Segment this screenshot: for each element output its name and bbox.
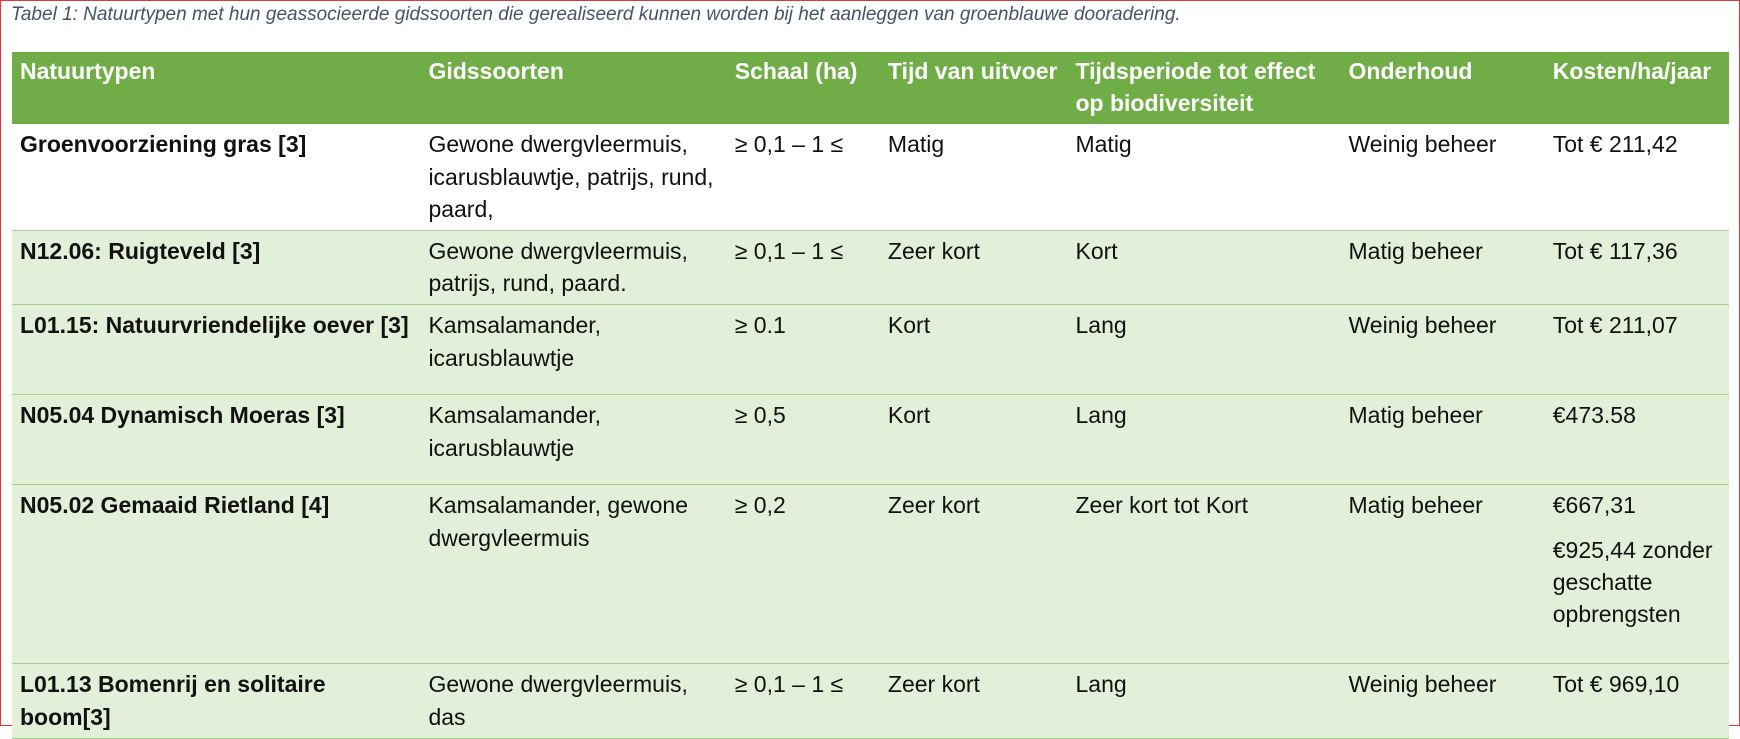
- cell-onderhoud: Weinig beheer: [1341, 305, 1545, 395]
- cell-tijd: Zeer kort: [880, 664, 1068, 738]
- cell-gidssoorten: Gewone dwergvleermuis, patrijs, rund, paard.: [420, 230, 726, 304]
- cell-kosten: €473.58: [1545, 395, 1729, 485]
- cell-kosten: Tot € 211,07: [1545, 305, 1729, 395]
- table-row: [12, 664, 1729, 738]
- cell-schaal: ≥ 0,1 – 1 ≤: [727, 230, 880, 304]
- cell-gidssoorten: Gewone dwergvleermuis, das: [420, 664, 726, 738]
- table-header-row: [12, 52, 1729, 124]
- cell-tijd: Kort: [880, 305, 1068, 395]
- cell-natuurtype: N05.04 Dynamisch Moeras [3]: [12, 395, 420, 485]
- header-gidssoorten: Gidssoorten: [420, 52, 726, 124]
- table-row: [12, 305, 1729, 395]
- cell-periode: Lang: [1067, 664, 1340, 738]
- table-row: [12, 230, 1729, 304]
- cell-schaal: ≥ 0,1 – 1 ≤: [727, 664, 880, 738]
- cell-schaal: ≥ 0,5: [727, 395, 880, 485]
- header-tijd-van-uitvoer: Tijd van uitvoer: [880, 52, 1068, 124]
- cell-onderhoud: Matig beheer: [1341, 485, 1545, 664]
- cell-natuurtype: N12.06: Ruigteveld [3]: [12, 230, 420, 304]
- cell-periode: Kort: [1067, 230, 1340, 304]
- table-row: [12, 124, 1729, 230]
- cell-kosten-extra: €925,44 zonder geschatte opbrengsten: [1552, 536, 1713, 627]
- cell-kosten: Tot € 969,10: [1545, 664, 1729, 738]
- cell-natuurtype: N05.02 Gemaaid Rietland [4]: [12, 485, 420, 664]
- cell-periode: Matig: [1067, 124, 1340, 230]
- cell-tijd: Zeer kort: [880, 485, 1068, 664]
- cell-tijd: Kort: [880, 395, 1068, 485]
- header-schaal: Schaal (ha): [727, 52, 880, 124]
- cell-natuurtype: Groenvoorziening gras [3]: [12, 124, 420, 230]
- cell-kosten: Tot € 211,42: [1545, 124, 1729, 230]
- cell-onderhoud: Weinig beheer: [1341, 664, 1545, 738]
- table-row: [12, 395, 1729, 485]
- header-onderhoud: Onderhoud: [1341, 52, 1545, 124]
- header-tijdsperiode: Tijdsperiode tot effect op biodiversiteit: [1067, 52, 1340, 124]
- cell-gidssoorten: Gewone dwergvleermuis, icarusblauwtje, patrijs, rund, paard,: [420, 124, 726, 230]
- cell-natuurtype: L01.13 Bomenrij en solitaire boom[3]: [12, 664, 420, 738]
- cell-schaal: ≥ 0,1 – 1 ≤: [727, 124, 880, 230]
- cell-onderhoud: Weinig beheer: [1341, 124, 1545, 230]
- cell-schaal: ≥ 0.1: [727, 305, 880, 395]
- cell-natuurtype: L01.15: Natuurvriendelijke oever [3]: [12, 305, 420, 395]
- cell-onderhoud: Matig beheer: [1341, 230, 1545, 304]
- cell-gidssoorten: Kamsalamander, gewone dwergvleermuis: [420, 485, 726, 664]
- cell-periode: Lang: [1067, 395, 1340, 485]
- cell-periode: Lang: [1067, 305, 1340, 395]
- cell-kosten-primary: €667,31: [1552, 492, 1636, 519]
- cell-periode: Zeer kort tot Kort: [1067, 485, 1340, 664]
- cell-tijd: Matig: [880, 124, 1068, 230]
- cell-gidssoorten: Kamsalamander, icarusblauwtje: [420, 305, 726, 395]
- cell-tijd: Zeer kort: [880, 230, 1068, 304]
- cell-kosten: Tot € 117,36: [1545, 230, 1729, 304]
- nature-types-table: [12, 52, 1729, 739]
- cell-kosten: [1545, 485, 1729, 664]
- table-caption: Tabel 1: Natuurtypen met hun geassocieerde gidssoorten die gerealiseerd kunnen worden bij het aanleggen van groenblauwe dooradering.: [11, 4, 1181, 25]
- cell-onderhoud: Matig beheer: [1341, 395, 1545, 485]
- header-natuurtypen: Natuurtypen: [12, 52, 420, 124]
- table-row: [12, 485, 1729, 664]
- cell-gidssoorten: Kamsalamander, icarusblauwtje: [420, 395, 726, 485]
- header-kosten: Kosten/ha/jaar: [1545, 52, 1729, 124]
- cell-schaal: ≥ 0,2: [727, 485, 880, 664]
